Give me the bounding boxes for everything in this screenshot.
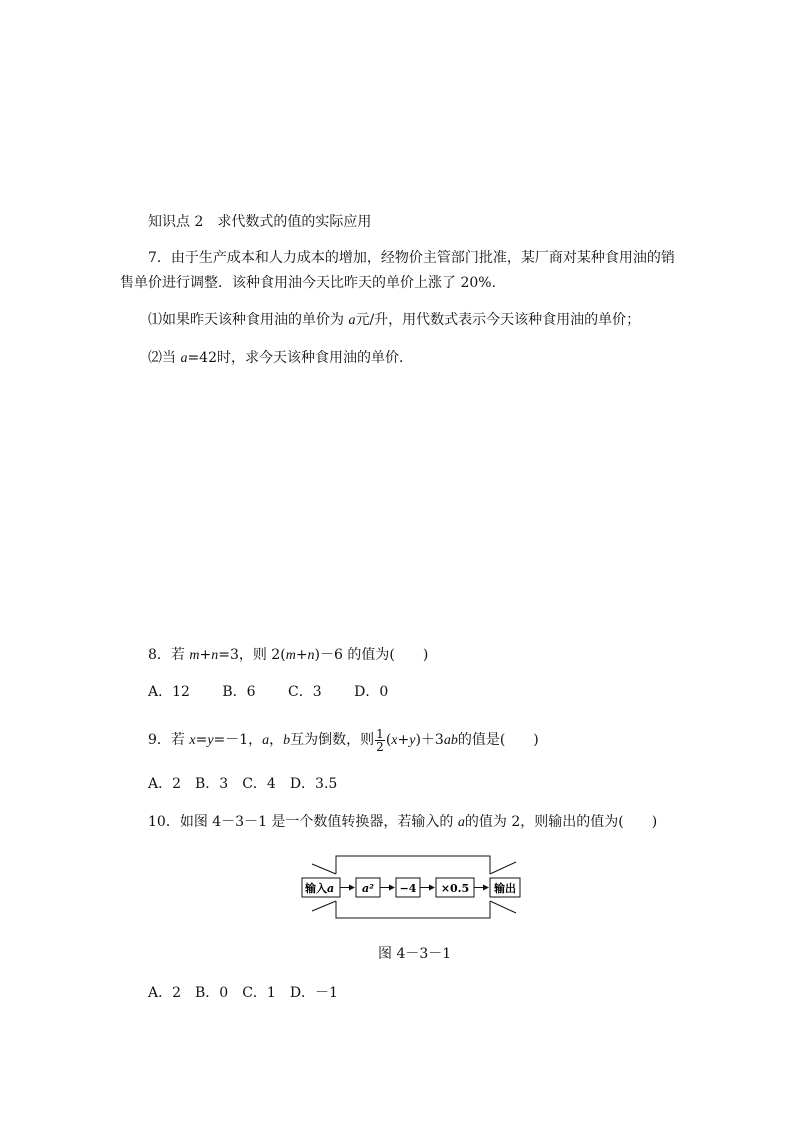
- number-converter-diagram: [298, 850, 528, 925]
- question-7-line-2: 售单价进行调整．该种食用油今天比昨天的单价上涨了 20%.: [120, 275, 497, 291]
- input-variable: a: [327, 882, 335, 895]
- times-half-box: [436, 878, 474, 897]
- question-8-options: A．12 B．6 C．3 D．0: [148, 684, 389, 700]
- minus-four-box: [396, 878, 420, 897]
- fraction-one-half: $\frac{1}{2}$: [376, 726, 384, 754]
- question-7-part-2: ⑵当 a=42时，求今天该种食用油的单价．: [148, 350, 413, 366]
- output-label: 输出: [494, 882, 516, 895]
- question-8: 8．若 m+n=3，则 2(m+n)－6 的值为( ): [148, 647, 429, 663]
- square-label: a²: [362, 882, 374, 895]
- svg-text:输入a: [304, 881, 334, 895]
- figure-caption: 图 4－3－1: [378, 946, 452, 962]
- section-heading: 知识点 2 求代数式的值的实际应用: [148, 214, 372, 230]
- question-9: 9．若 x=y=－1，a，b互为倒数，则 $\frac{1}{2}$ (x+y)＋3ab的值是( ): [148, 726, 539, 754]
- question-7-part-1: ⑴如果昨天该种食用油的单价为 a元/升，用代数式表示今天该种食用油的单价；: [148, 312, 641, 328]
- question-9-options: A．2 B．3 C．4 D．3.5: [148, 776, 338, 792]
- square-box: [356, 878, 380, 897]
- question-10: 10．如图 4－3－1 是一个数值转换器，若输入的 a的值为 2，则输出的值为( ): [148, 814, 658, 830]
- times-half-label: ×0.5: [440, 882, 470, 895]
- question-7-line-1: 7．由于生产成本和人力成本的增加，经物价主管部门批准，某厂商对某种食用油的销: [148, 250, 675, 266]
- question-10-options: A．2 B．0 C．1 D．－1: [148, 985, 338, 1001]
- output-box: [490, 878, 520, 897]
- input-box: [302, 878, 340, 897]
- minus-four-label: −4: [399, 882, 417, 895]
- input-label: 输入: [305, 882, 327, 895]
